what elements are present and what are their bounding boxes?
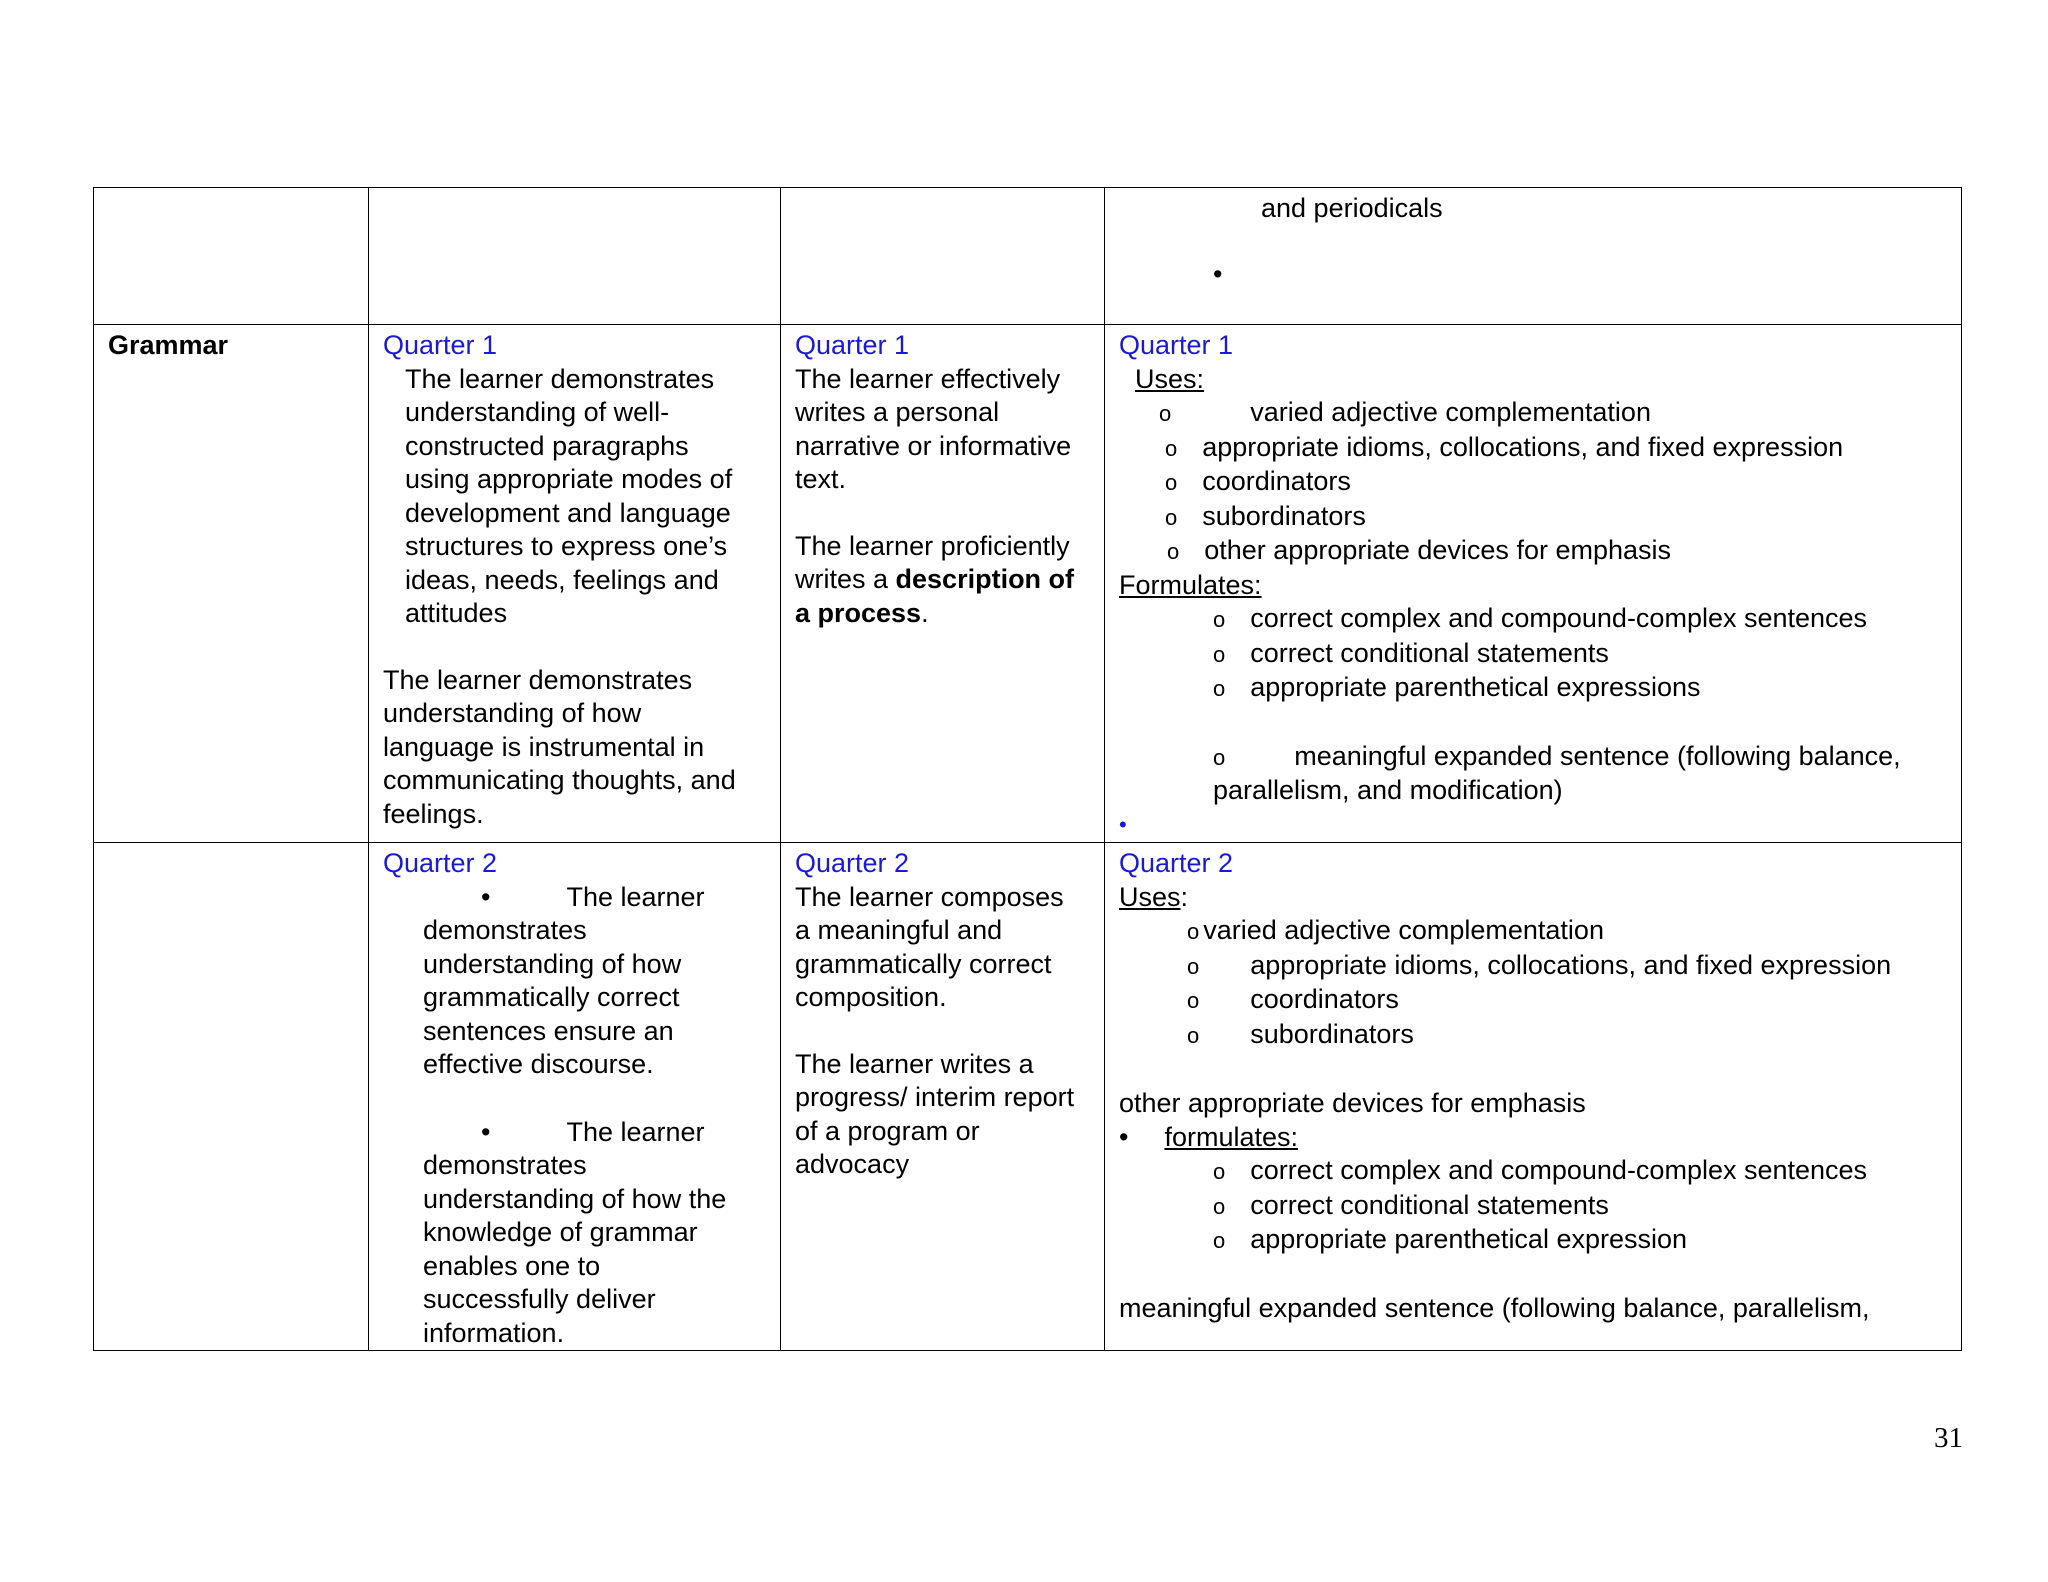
text-span: : [1180,881,1189,912]
text-span: writes a [795,564,896,594]
circle-bullet-icon: o [1187,988,1200,1013]
circle-bullet-icon: o [1213,607,1226,632]
performance-standard-text [795,363,1092,497]
quarter-label: Quarter 2 [383,848,498,878]
text-line: a meaningful and [795,915,1003,945]
text-line: communicating thoughts, and [383,765,736,795]
text-line: sentences ensure an [423,1015,674,1046]
text-line: grammatically correct [795,948,1052,979]
content-standard-cell [369,325,781,843]
list-item-text: The learner [566,881,705,912]
quarter-label: Quarter 2 [795,848,910,878]
text-line: demonstrates [423,915,587,945]
content-standard-text [383,664,768,832]
list-item-text: meaningful expanded sentence (following balance, [1294,740,1901,771]
circle-bullet-icon: o [1213,676,1226,701]
text-line: grammatically correct [423,982,680,1012]
quarter-label: Quarter 1 [1119,330,1234,360]
list-item [1119,602,1949,637]
list-item-text: subordinators [1250,1018,1414,1049]
list-item-text: varied adjective complementation [1203,915,1604,945]
list-item-text: appropriate idioms, collocations, and fixed expression [1202,431,1844,462]
list-item-text: other appropriate devices for emphasis [1204,535,1672,565]
text-line: advocacy [795,1149,910,1179]
text-line: The learner proficiently [795,530,1070,561]
text-line: using appropriate modes of [405,464,733,494]
text-line: meaningful expanded sentence (following balance, parallelism, [1119,1292,1870,1323]
circle-bullet-icon: o [1165,435,1178,461]
domain-label: Grammar [108,330,229,360]
uses-label: Uses: [1135,363,1205,394]
list-item-text: correct conditional statements [1250,1189,1609,1220]
text-line: information. [423,1317,565,1348]
list-item [1119,431,1949,466]
list-item-text: appropriate idioms, collocations, and fixed expression [1250,949,1892,980]
circle-bullet-icon: o [1213,744,1226,770]
list-item [1119,1018,1949,1053]
text-line: understanding of how [423,948,682,979]
circle-bullet-icon: o [1187,919,1200,944]
uses-heading [1119,363,1949,397]
text-line: of a program or [795,1115,980,1146]
text-line: language is instrumental in [383,731,705,762]
competency-text: and periodicals [1261,193,1443,223]
circle-bullet-icon: o [1165,470,1178,495]
text-line: attitudes [405,598,508,628]
domain-cell [94,188,369,325]
bullet-icon: • [481,1116,491,1147]
content-standard-text [383,363,768,631]
uses-label: Uses [1119,881,1181,912]
emphasis-text: a process [795,597,922,628]
text-line: The learner demonstrates [383,664,693,695]
circle-bullet-icon: o [1213,1228,1226,1253]
list-item-text: coordinators [1202,466,1351,496]
text-line: progress/ interim report [795,1082,1075,1112]
text-span: . [921,597,929,628]
circle-bullet-icon: o [1167,539,1180,564]
table-row [94,843,1962,1351]
list-item [1119,1154,1949,1189]
list-item [1119,534,1949,569]
list-item [1119,983,1949,1018]
list-item-text: appropriate parenthetical expressions [1250,672,1701,702]
text-line: effective discourse. [423,1049,654,1079]
text-line: enables one to [423,1250,601,1281]
text-line: writes a personal [795,397,1000,427]
text-line: text. [795,464,847,494]
quarter-label: Quarter 1 [383,330,498,360]
quarter-label: Quarter 2 [1119,848,1234,878]
list-item [1119,500,1949,535]
performance-standard-cell [781,188,1105,325]
text-line: other appropriate devices for emphasis [1119,1088,1586,1118]
competency-cell [1105,188,1962,325]
quarter-label: Quarter 1 [795,330,910,360]
formulates-label: Formulates: [1119,569,1262,600]
performance-standard-text [795,530,1092,631]
list-item [1119,396,1949,431]
text-line [795,563,1092,597]
domain-cell [94,325,369,843]
text-line: knowledge of grammar [423,1217,698,1247]
content-standard-cell [369,843,781,1351]
formulates-heading [1119,569,1949,603]
text-line: The learner composes [795,881,1064,912]
list-item [1119,949,1949,984]
domain-cell [94,843,369,1351]
performance-standard-cell [781,325,1105,843]
circle-bullet-icon: o [1165,504,1178,530]
list-item [383,1116,768,1150]
table-row [94,188,1962,325]
list-item-text: appropriate parenthetical expression [1250,1224,1688,1254]
text-line: The learner effectively [795,363,1061,394]
circle-bullet-icon: o [1213,1159,1226,1184]
text-line: understanding of how [383,698,642,728]
circle-bullet-icon: o [1187,953,1200,979]
emphasis-text: description of [895,564,1075,594]
text-line: feelings. [383,798,484,829]
text-line: development and language [405,497,731,528]
list-item-text: correct complex and compound-complex sentences [1250,603,1868,633]
list-item [1119,465,1949,500]
circle-bullet-icon: o [1187,1022,1200,1048]
table-row [94,325,1962,843]
performance-standard-cell [781,843,1105,1351]
list-item [1119,1189,1949,1224]
text-line: understanding of how the [423,1183,727,1214]
blue-bullet-icon: • [1119,811,1127,837]
competency-cell [1105,325,1962,843]
list-item [1119,1223,1949,1258]
text-line: The learner writes a [795,1048,1034,1079]
list-item-text: correct conditional statements [1250,637,1609,668]
formulates-label: formulates: [1164,1121,1299,1152]
list-item [1119,637,1949,672]
list-item [1119,1121,1949,1155]
list-item [1119,914,1949,949]
competency-cell [1105,843,1962,1351]
text-line: composition. [795,982,947,1012]
uses-heading [1119,881,1949,915]
text-line: The learner demonstrates [405,363,715,394]
circle-bullet-icon: o [1213,1193,1226,1219]
bullet-icon: • [1119,1121,1129,1152]
list-item-text: correct complex and compound-complex sentences [1250,1155,1868,1185]
curriculum-table [93,187,1962,1351]
text-line: narrative or informative [795,430,1072,461]
text-line: successfully deliver [423,1284,656,1314]
list-item [1119,740,1949,775]
circle-bullet-icon: o [1213,641,1226,667]
text-line: ideas, needs, feelings and [405,564,719,595]
list-item-text: subordinators [1202,500,1366,531]
list-item [383,881,768,915]
list-item-text: The learner [566,1116,705,1147]
bullet-icon: • [481,881,491,912]
text-line: constructed paragraphs [405,430,689,461]
content-standard-cell [369,188,781,325]
list-item [1119,671,1949,706]
list-item-text: coordinators [1250,984,1399,1014]
list-item-text: parallelism, and modification) [1213,775,1563,805]
text-line [795,597,1092,631]
text-line: understanding of well- [405,397,670,427]
bullet: • [1213,258,1223,289]
page-number: 31 [1934,1422,1963,1454]
list-item-text: varied adjective complementation [1250,397,1651,427]
circle-bullet-icon: o [1159,401,1172,426]
text-line: demonstrates [423,1150,587,1180]
text-line: structures to express one’s [405,531,728,561]
